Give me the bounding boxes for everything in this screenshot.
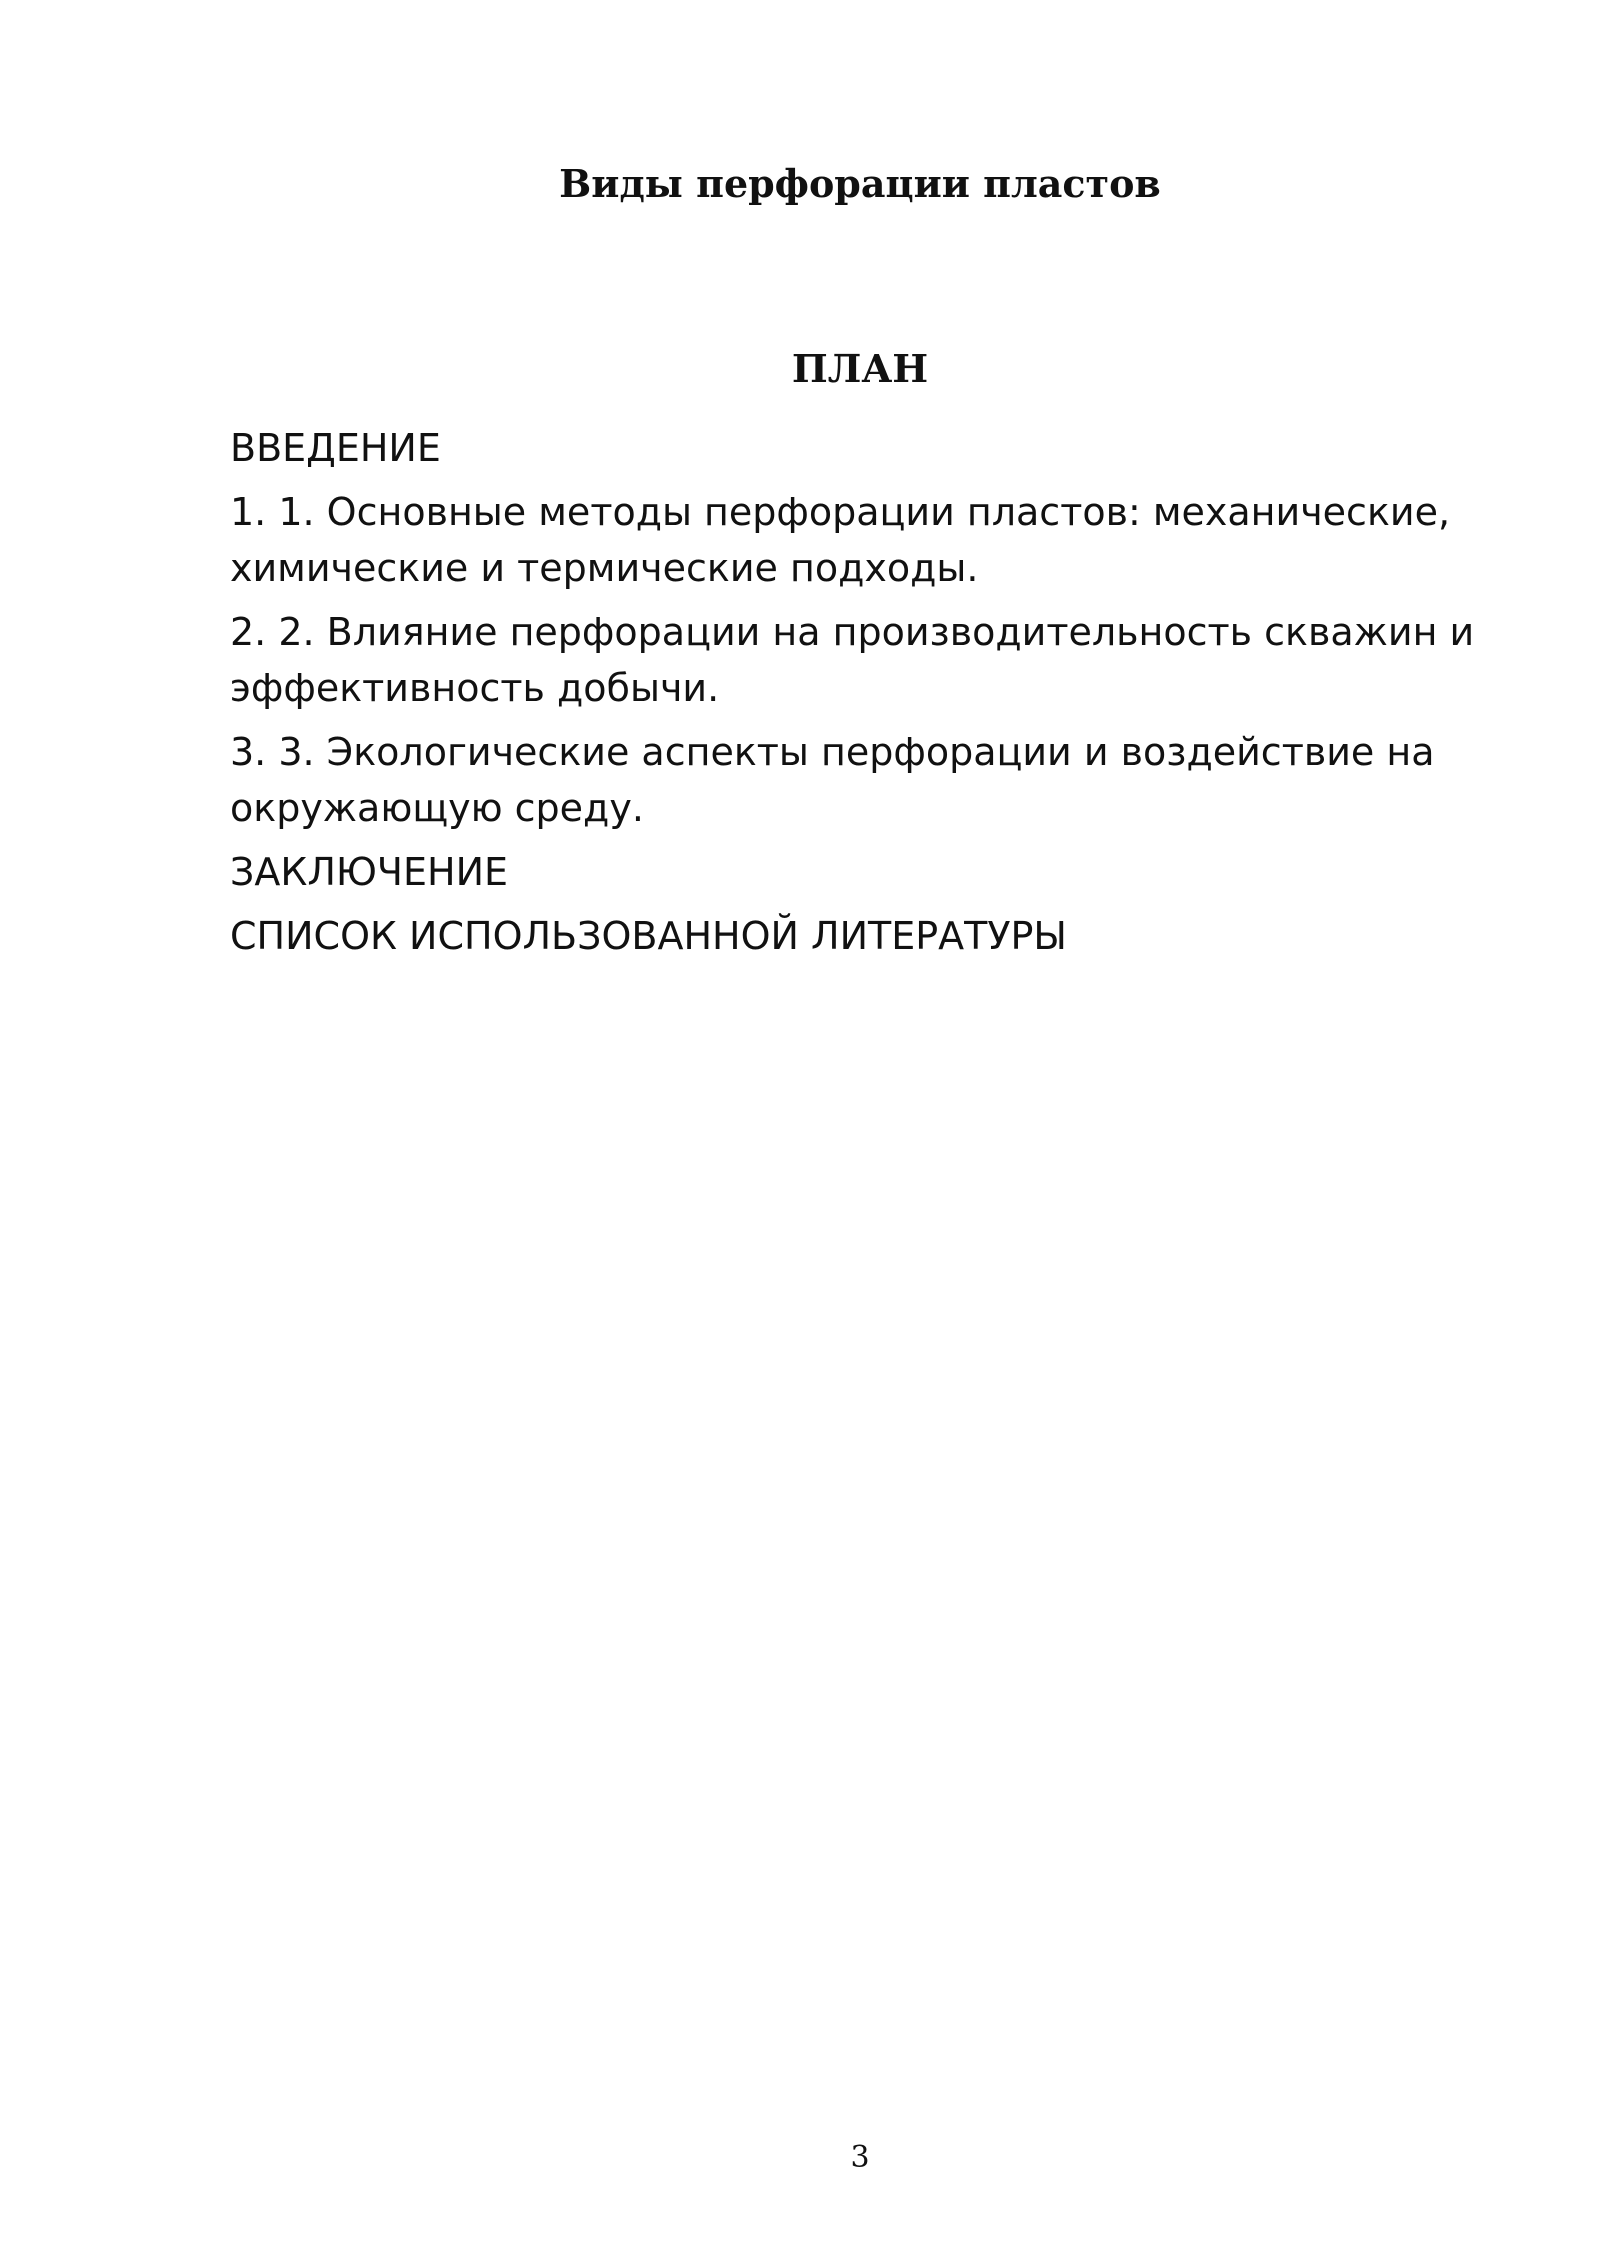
toc-item-introduction: ВВЕДЕНИЕ: [230, 426, 441, 470]
toc-item-chapter-1: 1. 1. Основные методы перфорации пластов: механические, химические и термические подходы.: [230, 490, 1451, 590]
table-of-contents: [230, 420, 1480, 972]
toc-item-references: СПИСОК ИСПОЛЬЗОВАННОЙ ЛИТЕРАТУРЫ: [230, 914, 1067, 958]
document-title: Виды перфорации пластов: [559, 161, 1161, 206]
toc-item-conclusion: ЗАКЛЮЧЕНИЕ: [230, 850, 509, 894]
plan-heading: ПЛАН: [791, 346, 929, 391]
toc-item-chapter-3: 3. 3. Экологические аспекты перфорации и воздействие на окружающую среду.: [230, 730, 1435, 830]
page-number: 3: [850, 2140, 870, 2175]
toc-item-chapter-2: 2. 2. Влияние перфорации на производительность скважин и эффективность добычи.: [230, 610, 1475, 710]
